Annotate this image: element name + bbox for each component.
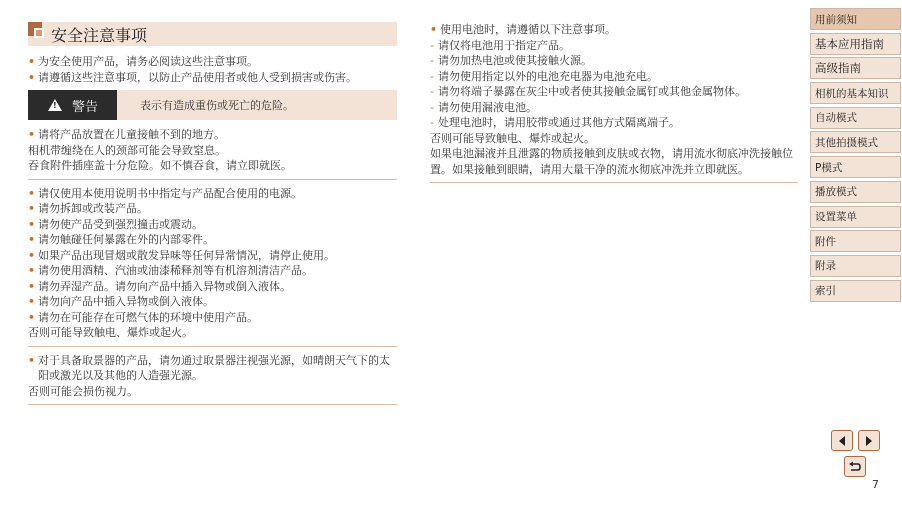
sidebar-item-appendix[interactable] bbox=[810, 255, 901, 277]
sidebar-item-label: 附件 bbox=[815, 235, 836, 248]
list-item: • 请勿弄湿产品。请勿向产品中插入异物或倒入液体。 bbox=[28, 279, 397, 295]
left-column bbox=[28, 22, 397, 405]
sub-item: - 处理电池时，请用胶带或通过其他方式隔离端子。 bbox=[430, 115, 798, 131]
sidebar-item-accessories[interactable] bbox=[810, 230, 901, 252]
sidebar-item-label: 附录 bbox=[815, 260, 836, 273]
sidebar-item-label: 索引 bbox=[815, 285, 836, 298]
sub-item: - 请勿使用漏液电池。 bbox=[430, 100, 798, 116]
next-page-icon bbox=[864, 435, 874, 447]
warning-description: 表示有造成重伤或死亡的危险。 bbox=[140, 99, 294, 112]
list-item: • 请勿在可能存在可燃气体的环境中使用产品。 bbox=[28, 310, 397, 326]
intro-item: • 请遵循这些注意事项，以防止产品使用者或他人受到损害或伤害。 bbox=[28, 70, 397, 86]
sidebar-item-label: 播放模式 bbox=[815, 186, 857, 199]
sidebar-item-label: 自动模式 bbox=[815, 112, 857, 125]
sub-item: - 请勿加热电池或使其接触火源。 bbox=[430, 53, 798, 69]
next-page-button[interactable] bbox=[858, 430, 880, 451]
sidebar-item-p-mode[interactable] bbox=[810, 156, 901, 178]
caution-block-children bbox=[28, 120, 397, 179]
note: 否则可能会损伤视力。 bbox=[28, 384, 138, 398]
sub-item: - 请仅将电池用于指定产品。 bbox=[430, 38, 798, 54]
sidebar-item-playback-mode[interactable] bbox=[810, 181, 901, 203]
list-item: • 对于具备取景器的产品，请勿通过取景器注视强光源，如晴朗天气下的太阳或激光以及其他的人造强光源。 bbox=[28, 353, 397, 384]
page-navigation bbox=[831, 430, 881, 478]
section-title: 安全注意事项 bbox=[51, 25, 148, 45]
sub-item: - 请勿将端子暴露在灰尘中或者使其接触金属钉或其他金属物体。 bbox=[430, 84, 798, 100]
warning-icon: ! bbox=[48, 99, 62, 111]
return-button[interactable] bbox=[844, 456, 866, 477]
page-number: 7 bbox=[872, 478, 879, 491]
sidebar-item-index[interactable] bbox=[810, 280, 901, 302]
list-item: • 如果产品出现冒烟或散发异味等任何异常情况，请停止使用。 bbox=[28, 248, 397, 264]
warning-label: 警告 bbox=[72, 99, 99, 115]
divider bbox=[430, 182, 798, 183]
sidebar-item-label: P模式 bbox=[815, 161, 843, 174]
list-item: • 请勿使用酒精、汽油或油漆稀释剂等有机溶剂清洁产品。 bbox=[28, 263, 397, 279]
prev-page-icon bbox=[837, 435, 847, 447]
sidebar-item-basic-guide[interactable] bbox=[810, 33, 901, 55]
section-title-bar bbox=[28, 22, 397, 46]
caution-block-viewfinder bbox=[28, 347, 397, 405]
sidebar-item-before-use[interactable] bbox=[810, 8, 901, 30]
list-item: • 请将产品放置在儿童接触不到的地方。 bbox=[28, 127, 397, 143]
sidebar-item-advanced-guide[interactable] bbox=[810, 57, 901, 79]
list-item: • 请勿使产品受到强烈撞击或震动。 bbox=[28, 217, 397, 233]
sidebar-item-label: 高级指南 bbox=[815, 61, 861, 76]
note: 否则可能导致触电、爆炸或起火。 bbox=[430, 131, 595, 145]
intro bbox=[28, 54, 397, 85]
sidebar-item-label: 相机的基本知识 bbox=[815, 87, 889, 100]
title-marker-inner bbox=[34, 28, 44, 38]
sidebar-item-auto-mode[interactable] bbox=[810, 107, 901, 129]
sidebar-item-setup-menu[interactable] bbox=[810, 206, 901, 228]
note: 否则可能导致触电、爆炸或起火。 bbox=[28, 326, 193, 339]
prev-page-button[interactable] bbox=[831, 430, 853, 451]
note: 相机带缠绕在人的颈部可能会导致窒息。 bbox=[28, 143, 226, 157]
warning-badge bbox=[28, 90, 117, 120]
note: 吞食附件插座盖十分危险。如不慎吞食，请立即就医。 bbox=[28, 159, 292, 172]
sidebar-item-label: 用前须知 bbox=[815, 13, 857, 26]
list-item: • 请勿向产品中插入异物或倒入液体。 bbox=[28, 294, 397, 310]
sub-item: - 请勿使用指定以外的电池充电器为电池充电。 bbox=[430, 69, 798, 85]
sidebar-item-label: 基本应用指南 bbox=[815, 36, 884, 51]
sidebar-item-other-modes[interactable] bbox=[810, 131, 901, 153]
list-item: • 请勿触碰任何暴露在外的内部零件。 bbox=[28, 232, 397, 248]
list-item: • 请勿拆卸或改装产品。 bbox=[28, 201, 397, 217]
list-item: • 使用电池时，请遵循以下注意事项。 bbox=[430, 22, 798, 38]
sidebar-nav bbox=[810, 8, 901, 304]
list-item: • 请仅使用本使用说明书中指定与产品配合使用的电源。 bbox=[28, 186, 397, 202]
sidebar-item-camera-basics[interactable] bbox=[810, 82, 901, 104]
note: 如果电池漏液并且泄露的物质接触到皮肤或衣物，请用流水彻底冲洗接触位置。如果接触到眼睛，请用大量干净的流水彻底冲洗并立即就医。 bbox=[430, 147, 793, 176]
return-icon bbox=[848, 461, 862, 473]
sidebar-item-label: 其他拍摄模式 bbox=[815, 136, 878, 149]
sidebar-item-label: 设置菜单 bbox=[815, 211, 857, 223]
divider bbox=[28, 404, 397, 405]
warning-banner bbox=[28, 90, 397, 120]
intro-item: • 为安全使用产品，请务必阅读这些注意事项。 bbox=[28, 54, 397, 70]
caution-block-usage bbox=[28, 180, 397, 346]
middle-column bbox=[430, 22, 798, 183]
